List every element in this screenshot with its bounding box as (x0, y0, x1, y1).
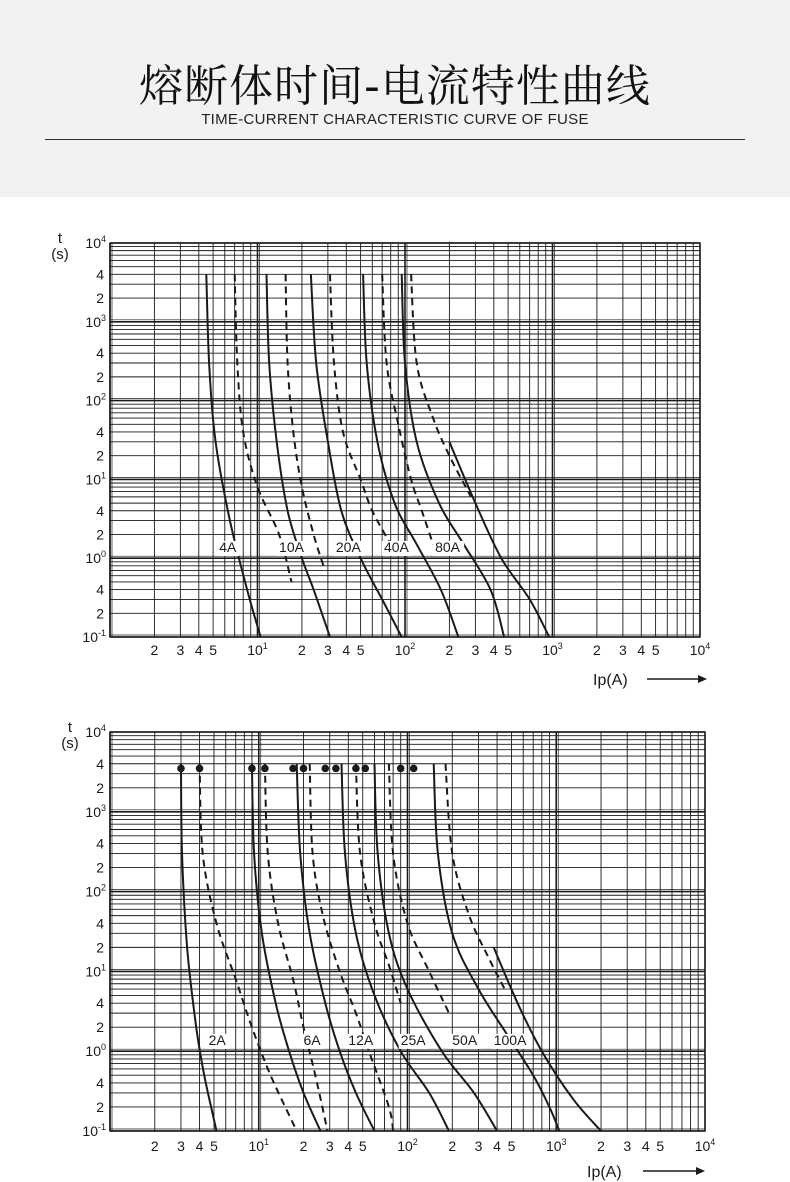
y-tick-label: 4 (96, 502, 104, 519)
series-label-80A: 80A (435, 538, 461, 555)
curve-start-dot (410, 765, 418, 773)
x-tick-label: 2 (150, 1138, 159, 1154)
curve-50A-dashed (389, 764, 449, 1013)
series-label-40A: 40A (383, 538, 409, 555)
y-tick-label: $10^0$ (85, 549, 106, 567)
curve-start-dot (261, 765, 269, 773)
y-tick-label: 2 (96, 447, 104, 464)
y-tick-label: $10^3$ (85, 802, 106, 820)
curve-start-dot (352, 765, 360, 773)
curve-start-dot (196, 765, 204, 773)
x-tick-label: 4 (641, 1138, 650, 1154)
y-tick-label: $10^0$ (85, 1042, 106, 1060)
x-axis-label: Ip(A) (593, 672, 628, 689)
x-axis-label: Ip(A) (587, 1164, 622, 1181)
series-label-10A: 10A (279, 538, 304, 555)
y-tick-label: $10^4$ (85, 723, 106, 740)
x-tick-label: 4 (342, 642, 351, 658)
y-tick-label: $10^3$ (85, 312, 106, 330)
x-tick-label: 2 (593, 642, 601, 658)
y-axis-label: t (57, 230, 63, 247)
x-tick-label: 3 (177, 1138, 185, 1154)
y-tick-label: 4 (96, 266, 104, 283)
y-tick-label: $10^{-1}$ (82, 628, 106, 645)
y-axis-unit: (s) (61, 735, 79, 752)
x-tick-label: $10^1$ (247, 641, 268, 658)
curve-start-dot (321, 765, 329, 773)
y-tick-label: 4 (96, 423, 104, 440)
series-label-6A: 6A (303, 1031, 321, 1048)
y-tick-label: 2 (96, 368, 104, 385)
x-tick-label: 3 (623, 1138, 632, 1154)
y-tick-label: 2 (96, 939, 104, 956)
x-tick-label: 4 (493, 1138, 501, 1154)
page-title: 熔断体时间-电流特性曲线 (139, 61, 651, 112)
y-tick-label: 4 (96, 581, 104, 598)
x-tick-label: $10^3$ (545, 1137, 567, 1154)
x-tick-label: 2 (597, 1138, 605, 1154)
x-tick-label: 2 (299, 1138, 308, 1154)
y-tick-label: 2 (96, 859, 104, 876)
series-label-12A: 12A (348, 1031, 374, 1048)
x-tick-label: 5 (504, 642, 512, 658)
curve-start-dot (289, 765, 297, 773)
x-tick-label: $10^4$ (689, 641, 711, 658)
x-tick-label: 5 (209, 642, 217, 658)
y-tick-label: 4 (96, 345, 104, 362)
series-label-50A: 50A (452, 1031, 478, 1048)
x-tick-label: 5 (656, 1138, 665, 1154)
y-tick-label: 4 (96, 835, 104, 852)
x-tick-label: 3 (176, 642, 185, 658)
series-label-100A: 100A (493, 1031, 527, 1048)
x-tick-label: 2 (448, 1138, 457, 1154)
x-tick-label: 5 (507, 1138, 516, 1154)
x-tick-label: 3 (618, 642, 627, 658)
x-tick-label: 4 (195, 1138, 204, 1154)
curve-100A-dashed (446, 764, 505, 989)
x-tick-label: 3 (323, 642, 332, 658)
curve-start-dot (397, 765, 405, 773)
series-label-4A: 4A (219, 538, 237, 555)
x-tick-label: 5 (356, 642, 365, 658)
x-tick-label: 2 (150, 642, 159, 658)
curve-start-dot (300, 765, 308, 773)
page-subtitle: TIME-CURRENT CHARACTERISTIC CURVE OF FUSE (201, 111, 589, 128)
y-tick-label: 2 (96, 1098, 104, 1115)
x-tick-label: $10^2$ (394, 641, 416, 658)
y-tick-label: 2 (96, 526, 104, 543)
x-tick-label: $10^1$ (248, 1137, 270, 1154)
x-tick-label: 3 (474, 1138, 483, 1154)
x-axis-arrow-head (696, 1167, 705, 1175)
y-tick-label: $10^1$ (85, 470, 106, 488)
x-tick-label: 5 (358, 1138, 367, 1154)
y-tick-label: 4 (96, 915, 104, 932)
curve-start-dot (248, 765, 256, 773)
x-tick-label: 2 (445, 642, 454, 658)
x-tick-label: 4 (637, 642, 646, 658)
x-tick-label: 4 (489, 642, 498, 658)
curve-start-dot (361, 765, 369, 773)
x-tick-label: 2 (298, 642, 306, 658)
y-tick-label: $10^2$ (85, 882, 106, 900)
y-tick-label: $10^{-1}$ (82, 1122, 106, 1139)
x-tick-label: $10^3$ (542, 641, 563, 658)
y-axis-unit: (s) (51, 246, 69, 263)
x-tick-label: 5 (651, 642, 660, 658)
x-tick-label: 3 (325, 1138, 334, 1154)
x-tick-label: 5 (210, 1138, 218, 1154)
y-tick-label: $10^2$ (85, 391, 106, 409)
y-tick-label: 2 (96, 290, 104, 307)
y-tick-label: 2 (96, 1019, 104, 1036)
x-tick-label: $10^2$ (397, 1137, 418, 1154)
y-tick-label: 2 (96, 779, 104, 796)
series-label-2A: 2A (208, 1031, 226, 1048)
curve-start-dot (332, 765, 340, 773)
y-tick-label: $10^1$ (85, 962, 106, 980)
x-tick-label: 3 (471, 642, 480, 658)
series-label-20A: 20A (335, 538, 361, 555)
curve-start-dot (177, 765, 185, 773)
x-tick-label: $10^4$ (694, 1137, 716, 1154)
x-tick-label: 4 (194, 642, 203, 658)
y-tick-label: 4 (96, 995, 104, 1012)
y-tick-label: 4 (96, 1074, 104, 1091)
y-tick-label: 4 (96, 755, 104, 772)
x-tick-label: 4 (344, 1138, 353, 1154)
y-tick-label: $10^4$ (85, 234, 106, 251)
y-axis-label: t (67, 719, 73, 736)
y-tick-label: 2 (96, 605, 104, 622)
series-label-25A: 25A (400, 1031, 426, 1048)
